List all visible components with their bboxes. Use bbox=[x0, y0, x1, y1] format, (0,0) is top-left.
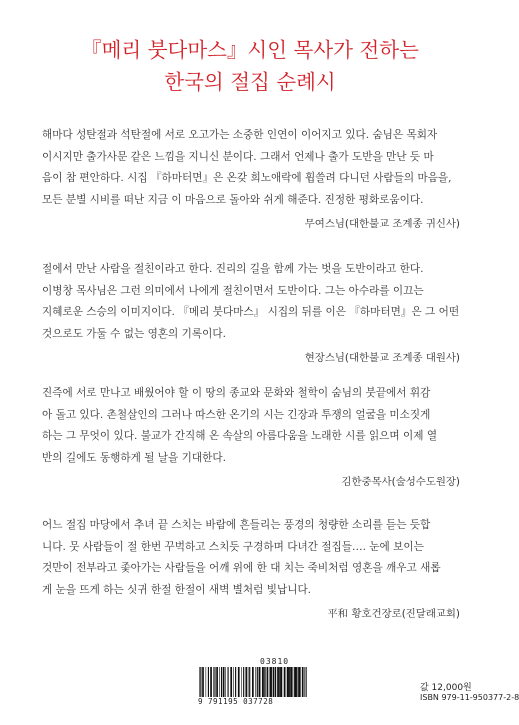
endorsement-text bbox=[42, 125, 460, 211]
text-line: 이병창 목사님은 그런 의미에서 나에게 절친이면서 도반이다. 그는 아수라를 이끄는 bbox=[42, 284, 424, 297]
title-line-1: 『메리 붓다마스』시인 목사가 전하는 bbox=[81, 38, 419, 62]
endorsement-text bbox=[42, 383, 460, 469]
title-line-2: 한국의 절집 순례시 bbox=[164, 70, 336, 94]
barcode-addon-icon bbox=[256, 667, 302, 697]
text-line: 이시지만 출가사문 같은 느낌을 지니신 분이다. 그래서 언제나 출가 도반을 만난 듯 마 bbox=[42, 150, 434, 163]
text-line: 것만이 전부라고 좇아가는 사람들을 어깨 위에 한 대 치는 죽비처럼 영혼을 깨우고 새롭 bbox=[42, 562, 441, 574]
text-line: 음이 참 편안하다. 시집 『하마터면』은 온갖 희노애락에 휩쓸려 다니던 사람들의 마음을, bbox=[42, 172, 452, 184]
text-line: 게 눈을 뜨게 하는 싯귀 한절 한절이 새벽 별처럼 빛납니다. bbox=[42, 583, 312, 596]
endorsement-2 bbox=[42, 259, 460, 364]
text-line: 절에서 만난 사람을 절친이라고 한다. 진리의 길을 함께 가는 벗을 도반이라고 한다. bbox=[42, 263, 424, 275]
text-line: 모든 분별 시비를 떠난 지금 이 마음으로 돌아와 쉬게 해준다. 진정한 평화로움이다. bbox=[42, 193, 424, 206]
endorsement-signature: 平和 황호건장로(진달래교회) bbox=[327, 608, 460, 620]
text-line: 것으로도 가둘 수 없는 영혼의 기록이다. bbox=[42, 327, 226, 340]
isbn: ISBN 979-11-950377-2-8 bbox=[420, 693, 519, 702]
text-line: 아 돌고 있다. 촌철살인의 그러나 따스한 온기의 시는 긴장과 투쟁의 얼굴을 미소짓게 bbox=[42, 408, 431, 421]
endorsement-text bbox=[42, 259, 460, 345]
text-line: 반의 길에도 동행하게 될 날을 기대한다. bbox=[42, 451, 226, 464]
endorsement-signature: 무여스님(대한불교 조계종 귀신사) bbox=[304, 218, 460, 230]
endorsement-signature: 현장스님(대한불교 조계종 대원사) bbox=[304, 352, 460, 364]
text-line: 진즉에 서로 만나고 배웠어야 할 이 땅의 종교와 문화와 철학이 숨님의 붓끝에서 휘감 bbox=[42, 387, 431, 399]
endorsement-3 bbox=[42, 383, 460, 488]
endorsement-signature: 김한중목사(술성수도원장) bbox=[341, 476, 460, 488]
text-line: 어느 절집 마당에서 추녀 끝 스치는 바람에 흔들리는 풍경의 청량한 소리를 듣는 듯합 bbox=[42, 519, 431, 531]
text-line: 해마다 성탄절과 석탄절에 서로 오고가는 소중한 인연이 이어지고 있다. 숨님은 목회자 bbox=[42, 129, 438, 141]
text-line: 하는 그 무엇이 있다. 불교가 간직해 온 속살의 아름다움을 노래한 시를 읽으며 이제 열 bbox=[42, 430, 438, 442]
endorsement-text bbox=[42, 515, 460, 601]
barcode-block bbox=[198, 657, 519, 707]
book-title bbox=[0, 34, 500, 98]
endorsement-1 bbox=[42, 125, 460, 230]
endorsement-4 bbox=[42, 515, 460, 620]
text-line: 니다. 뭇 사람들이 절 한번 꾸벅하고 스치듯 구경하며 다녀간 절집들…. 눈에 보이는 bbox=[42, 540, 424, 553]
barcode-addon-digits: 03810 bbox=[260, 657, 290, 666]
price: 값 12,000원 bbox=[420, 683, 472, 693]
text-line: 지혜로운 스승의 이미지이다. 『메리 붓다마스』 시집의 뒤를 이은 『하마터면』은 그 어떤 bbox=[42, 306, 460, 318]
barcode-digits: 9 791195 037728 bbox=[198, 697, 274, 706]
